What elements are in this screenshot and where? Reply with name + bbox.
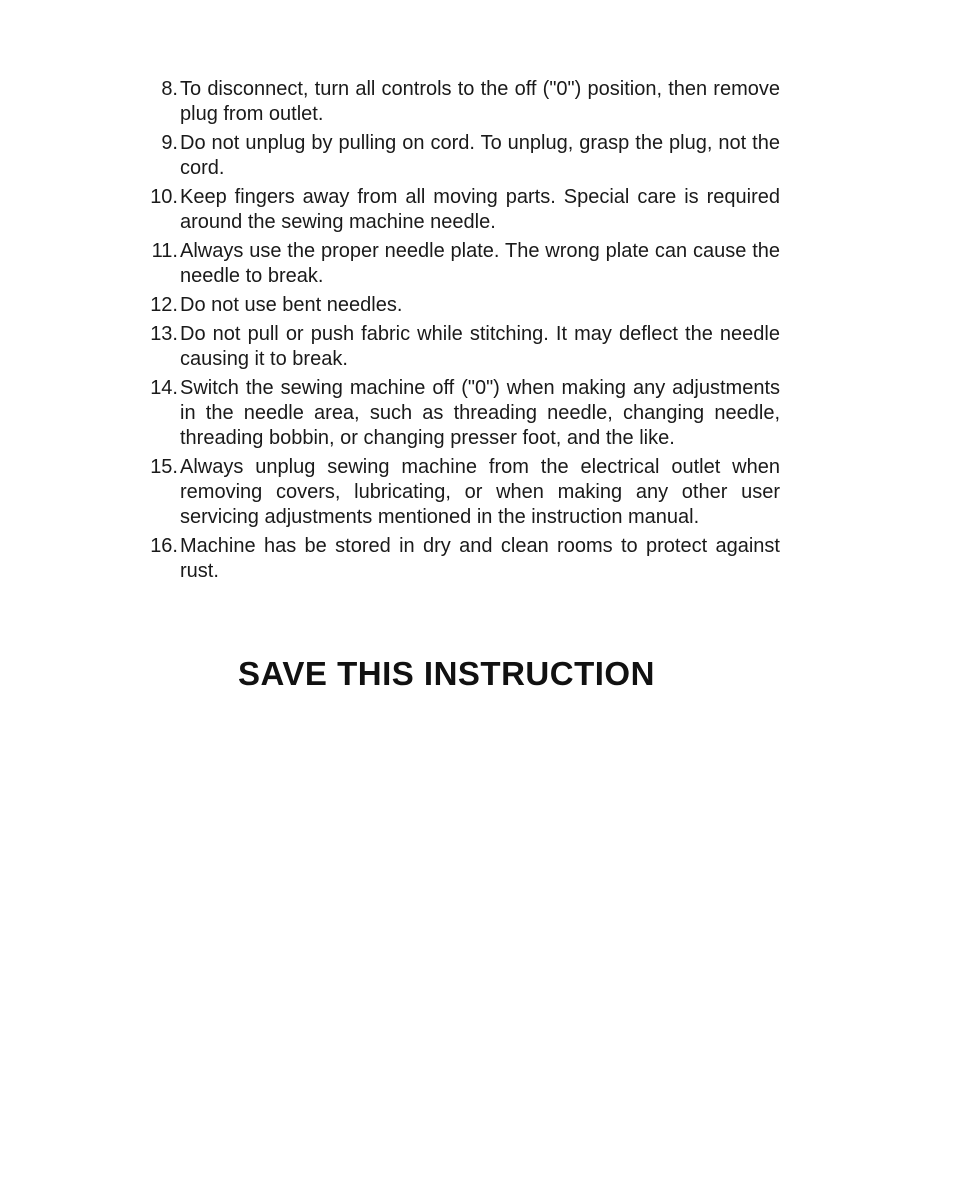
item-number: 10. <box>150 186 178 208</box>
safety-instruction-list <box>140 77 780 588</box>
item-text: Do not use bent needles. <box>180 294 403 316</box>
item-text: To disconnect, turn all controls to the off ("0") position, then remove plug from outlet. <box>180 78 780 125</box>
item-text: Keep fingers away from all moving parts. Special care is required around the sewing machine needle. <box>180 186 780 233</box>
item-number: 9. <box>161 132 178 154</box>
item-text: Always unplug sewing machine from the electrical outlet when removing covers, lubricating, or when making any other user servicing adjustments mentioned in the instruction manual. <box>180 456 780 528</box>
item-text: Do not unplug by pulling on cord. To unplug, grasp the plug, not the cord. <box>180 132 780 179</box>
item-text: Always use the proper needle plate. The wrong plate can cause the needle to break. <box>180 240 780 287</box>
item-number: 16. <box>150 535 178 557</box>
item-text: Machine has be stored in dry and clean rooms to protect against rust. <box>180 535 780 582</box>
instruction-item-12 <box>140 293 780 318</box>
item-number: 12. <box>150 294 178 316</box>
item-number: 14. <box>150 377 178 399</box>
item-number: 15. <box>150 456 178 478</box>
instruction-item-15 <box>140 455 780 530</box>
instruction-item-8 <box>140 77 780 127</box>
instruction-item-14 <box>140 376 780 451</box>
item-text: Do not pull or push fabric while stitching. It may deflect the needle causing it to break. <box>180 323 780 370</box>
instruction-item-9 <box>140 131 780 181</box>
item-number: 11. <box>151 240 178 262</box>
instruction-item-10 <box>140 185 780 235</box>
instruction-item-13 <box>140 322 780 372</box>
item-number: 13. <box>150 323 178 345</box>
instruction-item-11 <box>140 239 780 289</box>
instruction-item-16 <box>140 534 780 584</box>
save-instruction-heading: SAVE THIS INSTRUCTION <box>238 655 655 692</box>
item-text: Switch the sewing machine off ("0") when making any adjustments in the needle area, such as threading needle, changing needle, threading bobbin, or changing presser foot, and the like. <box>180 377 780 449</box>
item-number: 8. <box>161 78 178 100</box>
